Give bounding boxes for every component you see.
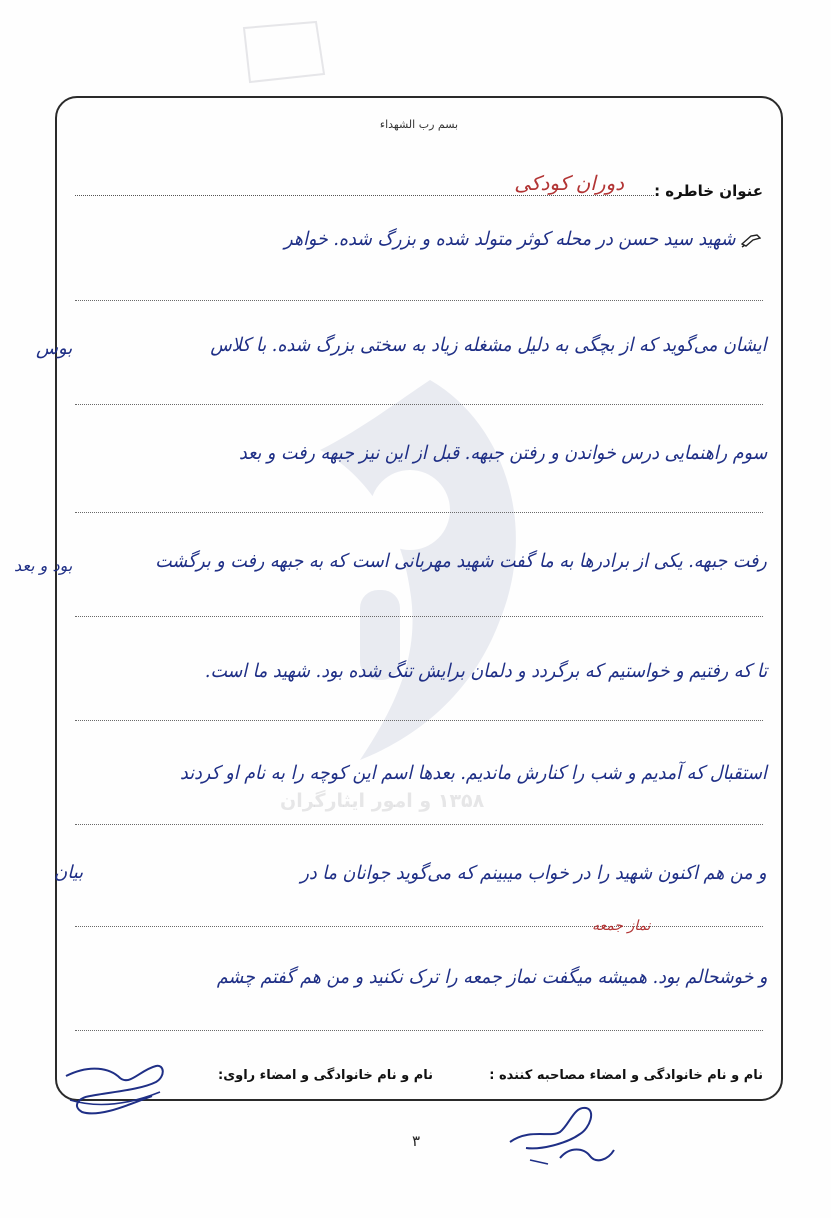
margin-note: بوس bbox=[36, 338, 73, 359]
bleed-through-text: ۱۳۵۸ و امور ایثارگران bbox=[280, 790, 485, 812]
writing-line bbox=[75, 720, 763, 721]
writing-line bbox=[75, 512, 763, 513]
handwritten-line: ایشان می‌گوید که از بچگی به دلیل مشغله زیاد به سختی بزرگ شده. با کلاس bbox=[210, 334, 767, 356]
margin-note: بود و بعد bbox=[14, 556, 73, 575]
handwritten-line: رفت جبهه. یکی از برادرها به ما گفت شهید مهربانی است که به جبهه رفت و برگشت bbox=[155, 550, 767, 572]
handwritten-line: و خوشحالم بود. همیشه میگفت نماز جمعه را ترک نکنید و من هم گفتم چشم bbox=[216, 966, 767, 988]
writing-line bbox=[75, 1030, 763, 1031]
memory-title-label: عنوان خاطره : bbox=[654, 182, 763, 200]
writing-line bbox=[75, 824, 763, 825]
narrator-signature-label: نام و نام خانوادگی و امضاء راوی: bbox=[218, 1068, 433, 1083]
correction-note: نماز جمعه bbox=[592, 918, 651, 934]
form-frame bbox=[55, 96, 783, 1101]
stamp-mark bbox=[236, 18, 332, 88]
writing-line bbox=[75, 616, 763, 617]
handwritten-line: استقبال که آمدیم و شب را کنارش ماندیم. بعدها اسم این کوچه را به نام او کردند bbox=[180, 762, 767, 784]
writing-line bbox=[75, 926, 763, 927]
handwritten-line: شهید سید حسن در محله کوثر متولد شده و بزرگ شده. خواهر bbox=[283, 228, 735, 250]
memory-title-row bbox=[75, 171, 763, 200]
handwritten-line: و من هم اکنون شهید را در خواب میبینم که می‌گوید جوانان ما در bbox=[300, 862, 767, 884]
margin-note: بیان bbox=[54, 862, 84, 883]
writing-line bbox=[75, 300, 763, 301]
interviewer-signature bbox=[500, 1098, 620, 1178]
memory-title-value: دوران کودکی bbox=[514, 171, 625, 195]
signature-row bbox=[75, 1068, 763, 1094]
handwritten-line: تا که رفتیم و خواستیم که برگردد و دلمان برایش تنگ شده بود. شهید ما است. bbox=[204, 660, 767, 682]
page-number: ۳ bbox=[412, 1132, 421, 1150]
interviewer-signature-label: نام و نام خانوادگی و امضاء مصاحبه کننده : bbox=[489, 1068, 763, 1083]
form-header: بسم رب الشهداء bbox=[379, 118, 459, 131]
writing-line bbox=[75, 404, 763, 405]
narrator-signature bbox=[60, 1056, 170, 1126]
handwritten-line: سوم راهنمایی درس خواندن و رفتن جبهه. قبل از این نیز جبهه رفت و بعد bbox=[238, 442, 767, 464]
pen-hand-icon bbox=[741, 232, 761, 248]
memory-title-field bbox=[75, 173, 654, 196]
